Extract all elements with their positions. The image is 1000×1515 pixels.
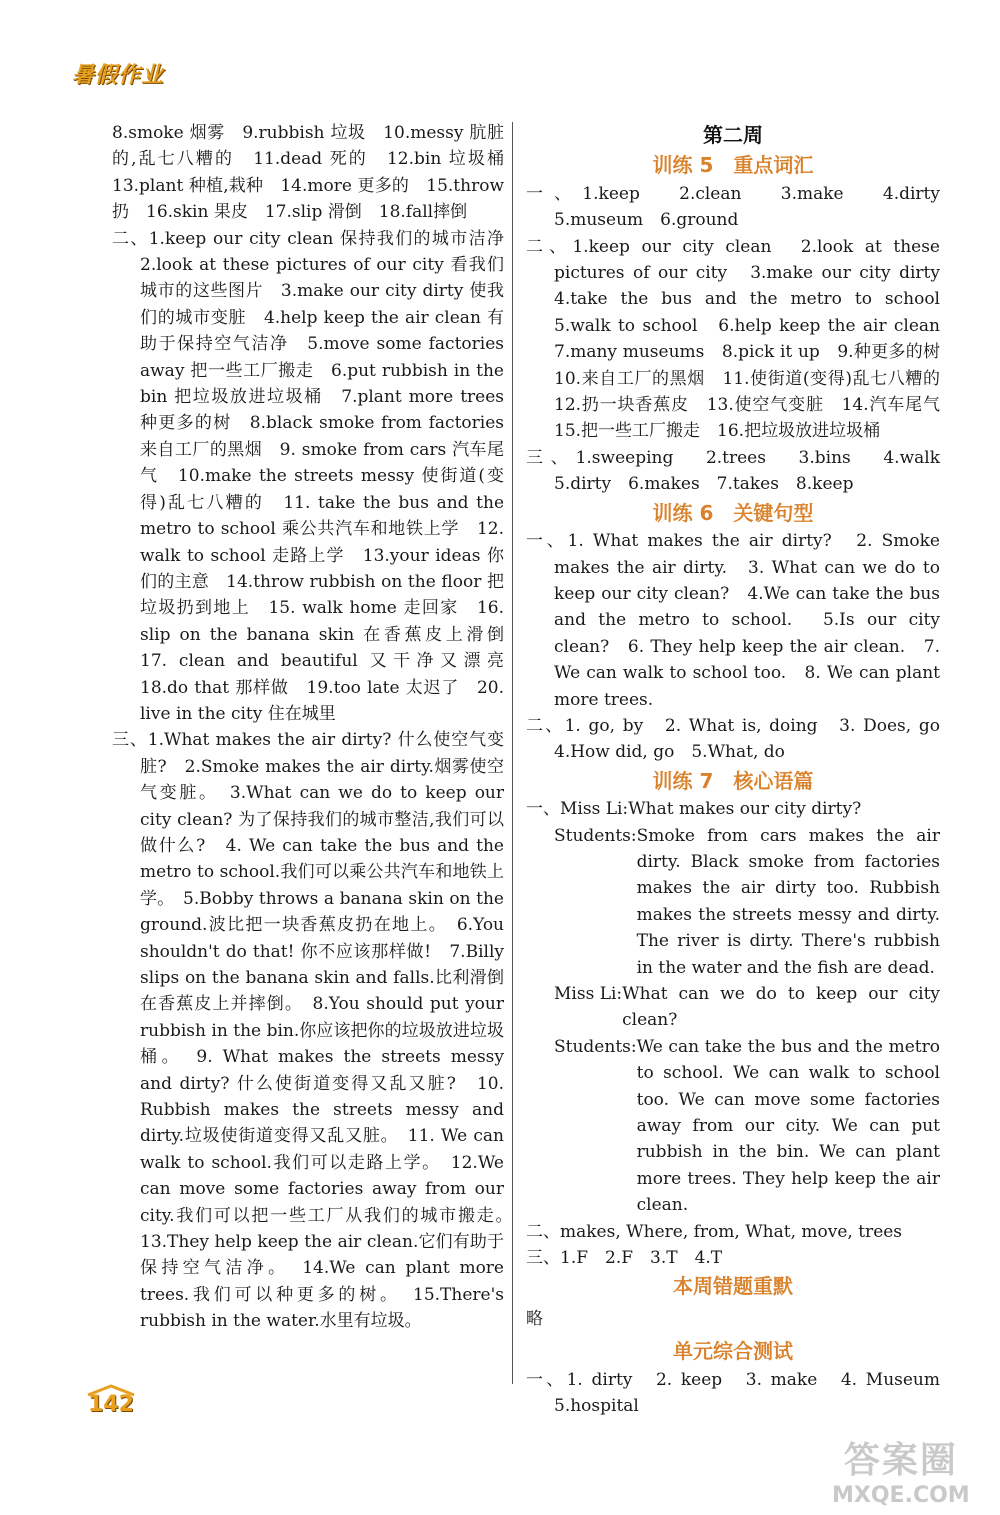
dialog-speaker: Miss Li: [554,984,623,1004]
watermark-url: MXQE.COM [832,1483,970,1508]
column-divider [512,122,513,1384]
dialog-text: Smoke from cars makes the air dirty. Black smoke from factories makes the air dirty too. Rubbish makes the streets messy and dirty. The river is dirty. There's rubbish in the water and the fish are dead. [636,825,940,978]
dialog-text: What can we do to keep our city clean? [622,984,940,1031]
dialog-line [526,823,940,981]
watermark-text: 答案圈 [843,1440,958,1481]
heading-weekly-review: 本周错题重默 [673,1274,793,1299]
week-title: 第二周 [703,123,763,147]
training5-part3: 三、1.sweeping 2.trees 3.bins 4.walk 5.dirty 6.makes 7.takes 8.keep [526,447,957,495]
section-2-phrases: 二、1.keep our city clean 保持我们的城市洁净 2.look at these pictures of our city 看我们城市的这些图片 3.make our city dirty 使我们的城市变脏 4.help keep the air clean 有助于保持空气洁净 5.move some factories away 把一些工厂搬走 6.put rubbish in the bin 把垃圾放进垃圾桶 7.plant more trees 种更多的树 8.black smoke from factories 来自工厂的黑烟 9. smoke from cars 汽车尾气 10.make the streets messy 使街道(变得)乱七八糟的 11. take the bus and the metro to school 乘公共汽车和地铁上学 12. walk to school 走路上学 13.your ideas 你们的主意 14.throw rubbish on the floor 把垃圾扔到地上 15. walk home 走回家 16. slip on the banana skin 在香蕉皮上滑倒 17. clean and beautiful 又干净又漂亮 18.do that 那样做 19.too late 太迟了 20. live in the city 住在城里 [112,228,521,724]
watermark [832,1432,970,1508]
heading-training-5: 训练 5 重点词汇 [652,153,814,178]
heading-training-7: 训练 7 核心语篇 [652,768,814,793]
dialog-line [526,981,940,1034]
unit-test-part1: 一、1. dirty 2. keep 3. make 4. Museum 5.hospital [526,1369,957,1417]
heading-training-6: 训练 6 关键句型 [652,500,814,525]
right-column [526,120,957,1420]
left-column [112,120,521,1335]
heading-unit-test: 单元综合测试 [673,1339,793,1364]
dialog-text: We can take the bus and the metro to school. We can walk to school too. We can move some factories away from our city. We can put rubbish in the bin. We can plant more trees. They help keep the air clean. [636,1036,940,1216]
training6-part2: 二、1. go, by 2. What is, doing 3. Does, go 4.How did, go 5.What, do [526,715,957,763]
dialog-text: What makes our city dirty? [628,799,862,820]
review-note: 略 [526,1308,543,1329]
page-number: 142 [88,1392,134,1417]
dialog-line [526,1034,940,1219]
section-3-sentences: 三、1.What makes the air dirty? 什么使空气变脏? 2.Smoke makes the air dirty.烟雾使空气变脏。 3.What can we do to keep our city clean? 为了保持我们的城市整洁,我们可以做什么? 4. We can take the bus and the metro to school.我们可以乘公共汽车和地铁上学。 5.Bobby throws a banana skin on the ground.波比把一块香蕉皮扔在地上。 6.You shouldn't do that! 你不应该那样做! 7.Billy slips on the banana skin and falls.比利滑倒在香蕉皮上并摔倒。 8.You should put your rubbish in the bin.你应该把你的垃圾放进垃圾桶。 9. What makes the streets messy and dirty? 什么使街道变得又乱又脏? 10. Rubbish makes the streets messy and dirty.垃圾使街道变得又乱又脏。 11. We can walk to school.我们可以走路上学。 12.We can move some factories away from our city.我们可以把一些工厂从我们的城市搬走。 13.They help keep the air clean.它们有助于保持空气洁净。 14.We can plant more trees.我们可以种更多的树。 15.There's rubbish in the water.水里有垃圾。 [112,730,521,1332]
book-logo: 暑假作业 [72,63,165,88]
vocab-list-continued: 8.smoke 烟雾 9.rubbish 垃圾 10.messy 肮脏的,乱七八糟的 11.dead 死的 12.bin 垃圾桶 13.plant 种植,栽种 14.more 更多的 15.throw 扔 16.skin 果皮 17.slip 滑倒 18.fall摔倒 [112,123,521,223]
dialog-speaker: Students: [554,1036,637,1057]
dialog-speaker: Students: [554,825,637,846]
training7-part2: 二、makes, Where, from, What, move, trees [526,1221,903,1242]
training6-part1: 一、1. What makes the air dirty? 2. Smoke makes the air dirty. 3. What can we do to keep our city clean? 4.We can take the bus and the metro to school. 5.Is our city clean? 6. They help keep the air clean. 7. We can walk to school too. 8. We can plant more trees. [526,531,940,710]
training5-part2: 二、1.keep our city clean 2.look at these pictures of our city 3.make our city dirty 4.take the bus and the metro to school 5.walk to school 6.help keep the air clean 7.many museums 8.pick it up 9.种更多的树 10.来自工厂的黑烟 11.使街道(变得)乱七八糟的 12.扔一块香蕉皮 13.使空气变脏 14.汽车尾气 15.把一些工厂搬走 16.把垃圾放进垃圾桶 [526,236,957,442]
dialog-line [526,796,940,822]
training7-part3: 三、1.F 2.F 3.T 4.T [526,1248,723,1269]
training5-part1: 一、1.keep 2.clean 3.make 4.dirty 5.museum 6.ground [526,183,957,231]
dialog-speaker: 一、Miss Li: [526,799,629,820]
